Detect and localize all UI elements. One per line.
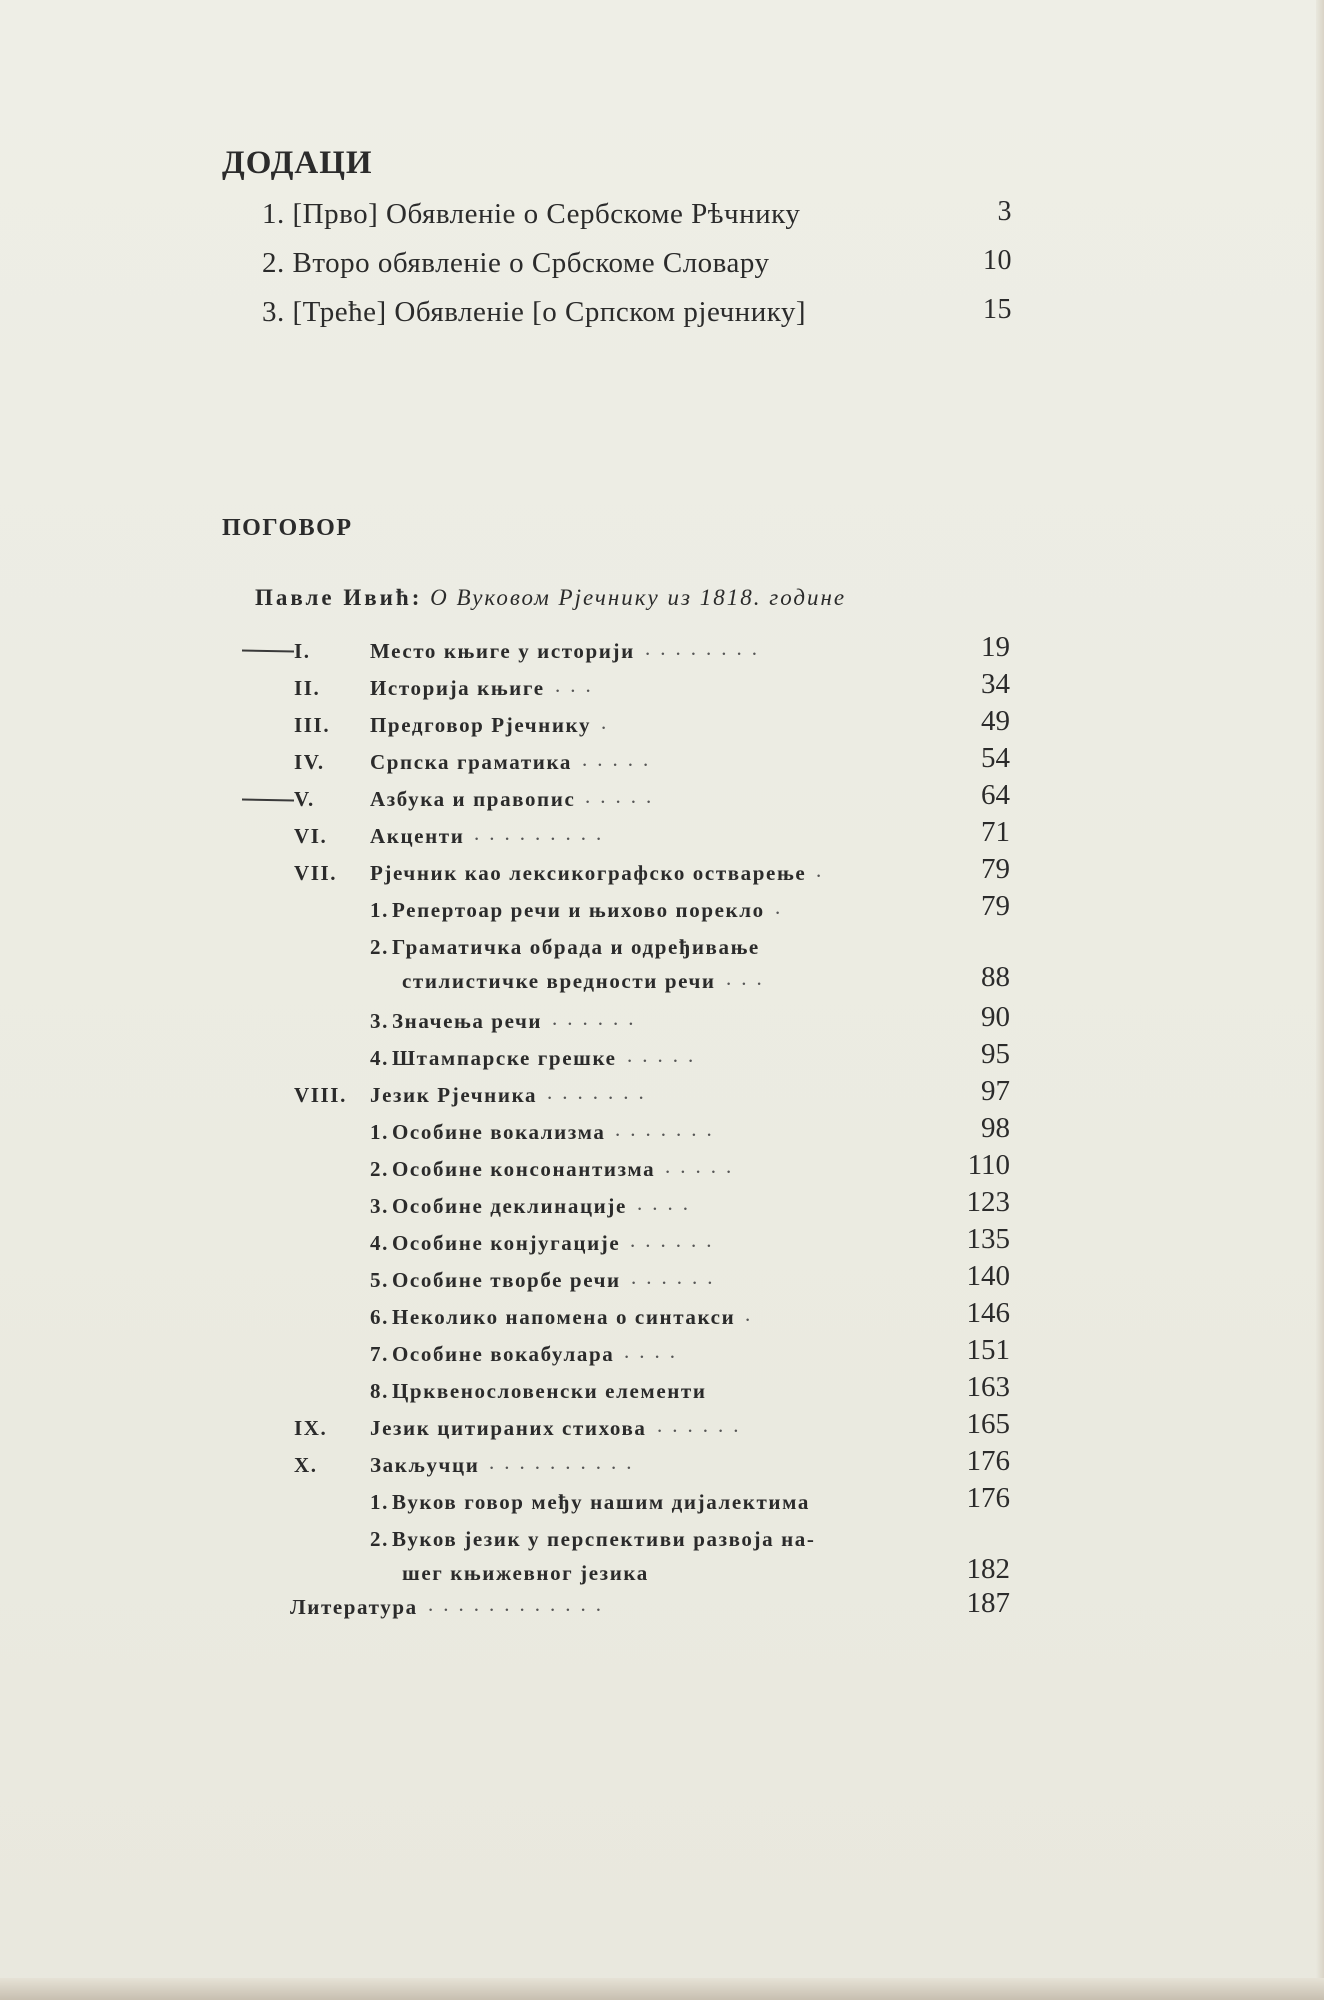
toc-entry-title: Црквенословенски елементи <box>392 1379 707 1403</box>
toc-entry[interactable] <box>240 741 1010 778</box>
toc-entry-title: Језик Рјечника <box>370 1083 538 1107</box>
page-edge <box>1316 0 1324 2000</box>
toc-entry-number: II. <box>294 676 321 700</box>
toc-entry[interactable] <box>240 1222 1010 1259</box>
toc-entry-title: Значења речи <box>392 1009 543 1033</box>
toc-entry-title: Историја књиге <box>370 676 545 700</box>
toc-entry-title: Предговор Рјечнику <box>370 713 592 737</box>
toc-leader-dots: ....... <box>547 1080 654 1104</box>
addenda-list <box>262 192 1012 339</box>
toc-entry-number: 1. <box>370 1120 389 1144</box>
toc-leader-dots: ...... <box>630 1228 722 1252</box>
toc-entry[interactable] <box>240 667 1010 704</box>
addenda-item-page: 10 <box>983 245 1012 276</box>
afterword-work-title: О Вуковом Рјечнику из 1818. године <box>430 585 847 610</box>
toc-entry[interactable] <box>240 1111 1010 1148</box>
addenda-item-title: 2. Второ обявленіе о Србскоме Словару <box>262 247 770 279</box>
toc-entry-number: 2. <box>370 935 389 959</box>
toc-entry-number: 7. <box>370 1342 389 1366</box>
afterword-toc <box>240 630 1010 1624</box>
toc-leader-dots: . <box>816 858 832 882</box>
toc-entry-title: Литература <box>290 1595 418 1619</box>
toc-entry-page: 88 <box>981 961 1010 993</box>
addenda-item[interactable] <box>262 241 1012 290</box>
toc-entry-title: Рјечник као лексикографско остварење <box>370 861 807 885</box>
toc-leader-dots: .......... <box>489 1450 642 1474</box>
toc-entry-page: 64 <box>981 779 1010 811</box>
toc-entry-title: Особине вокабулара <box>392 1342 615 1366</box>
toc-entry-number: 5. <box>370 1268 389 1292</box>
toc-entry[interactable] <box>240 852 1010 889</box>
toc-entry-page: 19 <box>981 631 1010 663</box>
toc-leader-dots: ...... <box>657 1413 749 1437</box>
toc-entry-page: 151 <box>966 1334 1010 1366</box>
toc-leader-dots: .... <box>624 1339 685 1363</box>
toc-entry-page: 176 <box>966 1445 1010 1477</box>
toc-entry-title: Вуков језик у перспективи развоја на- <box>392 1527 816 1551</box>
toc-leader-dots: .... <box>637 1191 698 1215</box>
toc-leader-dots: ..... <box>627 1043 704 1067</box>
toc-entry-page: 176 <box>966 1482 1010 1514</box>
toc-entry[interactable] <box>240 704 1010 741</box>
toc-entry[interactable] <box>240 889 1010 926</box>
toc-entry-page: 182 <box>966 1553 1010 1585</box>
toc-entry[interactable] <box>240 1259 1010 1296</box>
toc-entry-number: III. <box>294 713 331 737</box>
toc-entry-title: шег књижевног језика <box>402 1561 649 1585</box>
toc-entry-page: 123 <box>966 1186 1010 1218</box>
toc-entry[interactable] <box>240 1481 1010 1518</box>
toc-entry-title: Штампарске грешке <box>392 1046 617 1070</box>
toc-leader-dots: . <box>745 1302 761 1326</box>
toc-entry-number: X. <box>294 1453 318 1477</box>
toc-entry-page: 140 <box>966 1260 1010 1292</box>
afterword-byline <box>255 585 846 611</box>
toc-entry-title: Граматичка обрада и одређивање <box>392 935 760 959</box>
toc-entry[interactable] <box>240 1518 1010 1552</box>
toc-entry-title: Закључци <box>370 1453 480 1477</box>
toc-entry-number: V. <box>294 787 315 811</box>
toc-leader-dots: ............ <box>428 1592 611 1616</box>
toc-entry-page: 49 <box>981 705 1010 737</box>
toc-entry-page: 163 <box>966 1371 1010 1403</box>
toc-leader-dots: ..... <box>582 747 659 771</box>
toc-entry-title: Вуков говор међу нашим дијалектима <box>392 1490 810 1514</box>
toc-entry[interactable] <box>240 1444 1010 1481</box>
toc-entry-number: I. <box>294 639 311 663</box>
toc-entry-page: 187 <box>966 1587 1010 1619</box>
toc-leader-dots: ......... <box>474 821 612 845</box>
toc-entry[interactable] <box>240 1552 1010 1586</box>
addenda-heading: ДОДАЦИ <box>222 145 373 181</box>
toc-entry[interactable] <box>240 1296 1010 1333</box>
toc-entry[interactable] <box>240 1370 1010 1407</box>
addenda-item-page: 3 <box>997 196 1012 227</box>
toc-entry-title: Азбука и правопис <box>370 787 576 811</box>
toc-entry-number: 3. <box>370 1194 389 1218</box>
toc-entry-title: Језик цитираних стихова <box>370 1416 647 1440</box>
toc-leader-dots: ...... <box>552 1006 644 1030</box>
toc-entry-number: 6. <box>370 1305 389 1329</box>
toc-entry-page: 146 <box>966 1297 1010 1329</box>
toc-entry-title: Особине вокализма <box>392 1120 606 1144</box>
toc-entry[interactable] <box>240 1074 1010 1111</box>
toc-entry-title: Особине консонантизма <box>392 1157 656 1181</box>
toc-entry[interactable] <box>240 630 1010 667</box>
toc-entry[interactable] <box>240 1000 1010 1037</box>
toc-entry-title: Акценти <box>370 824 465 848</box>
toc-entry[interactable] <box>240 1407 1010 1444</box>
toc-entry-number: 4. <box>370 1231 389 1255</box>
toc-entry-number: 4. <box>370 1046 389 1070</box>
toc-leader-dots: . <box>775 895 791 919</box>
toc-entry-number: IX. <box>294 1416 328 1440</box>
toc-entry-number: 3. <box>370 1009 389 1033</box>
toc-entry-page: 34 <box>981 668 1010 700</box>
toc-entry-page: 165 <box>966 1408 1010 1440</box>
toc-leader-dots: ... <box>726 966 772 990</box>
toc-entry-number: 2. <box>370 1527 389 1551</box>
toc-leader-dots: ... <box>555 673 601 697</box>
toc-entry-title: Српска граматика <box>370 750 572 774</box>
toc-entry-number: IV. <box>294 750 325 774</box>
toc-entry-title: Особине деклинације <box>392 1194 627 1218</box>
addenda-item[interactable] <box>262 192 1012 241</box>
toc-entry-page: 110 <box>967 1149 1010 1181</box>
toc-entry-title: Место књиге у историји <box>370 639 635 663</box>
toc-entry[interactable] <box>240 1333 1010 1370</box>
toc-leader-dots: ....... <box>615 1117 722 1141</box>
toc-entry-title: Особине конјугације <box>392 1231 621 1255</box>
toc-entry-title: Репертоар речи и њихово порекло <box>392 898 765 922</box>
toc-leader-dots: ..... <box>665 1154 742 1178</box>
addenda-item[interactable] <box>262 290 1012 339</box>
toc-leader-dots: ...... <box>631 1265 723 1289</box>
toc-entry[interactable] <box>240 1185 1010 1222</box>
toc-entry-number: 1. <box>370 898 389 922</box>
afterword-heading: ПОГОВОР <box>222 515 353 541</box>
toc-entry-page: 97 <box>981 1075 1010 1107</box>
toc-entry-page: 79 <box>981 890 1010 922</box>
toc-entry-page: 79 <box>981 853 1010 885</box>
toc-leader-dots: . <box>601 710 617 734</box>
toc-entry[interactable] <box>240 926 1010 960</box>
toc-entry[interactable] <box>240 1586 1010 1624</box>
addenda-item-title: 1. [Прво] Обявленіе о Сербскоме Рѣчнику <box>262 198 801 230</box>
toc-entry-number: 1. <box>370 1490 389 1514</box>
toc-entry[interactable] <box>240 815 1010 852</box>
toc-entry[interactable] <box>240 1148 1010 1185</box>
toc-entry-number: 8. <box>370 1379 389 1403</box>
page-bottom-edge <box>0 1978 1324 2000</box>
toc-entry-page: 90 <box>981 1001 1010 1033</box>
toc-entry-page: 71 <box>981 816 1010 848</box>
toc-entry-title: Неколико напомена о синтакси <box>392 1305 736 1329</box>
addenda-item-page: 15 <box>983 294 1012 325</box>
toc-entry-page: 135 <box>966 1223 1010 1255</box>
toc-entry-page: 54 <box>981 742 1010 774</box>
toc-entry-title: Особине творбе речи <box>392 1268 621 1292</box>
toc-entry-number: VI. <box>294 824 328 848</box>
toc-entry[interactable] <box>240 960 1010 1000</box>
toc-entry-title: стилистичке вредности речи <box>402 969 716 993</box>
toc-entry-number: VIII. <box>294 1083 347 1107</box>
toc-entry-page: 95 <box>981 1038 1010 1070</box>
toc-entry-page: 98 <box>981 1112 1010 1144</box>
toc-leader-dots: ........ <box>645 636 767 660</box>
addenda-item-title: 3. [Треће] Обявленіе [о Српском рјечнику] <box>262 296 807 328</box>
toc-entry-number: VII. <box>294 861 338 885</box>
afterword-author: Павле Ивић: <box>255 585 423 610</box>
toc-leader-dots: ..... <box>585 784 662 808</box>
toc-entry[interactable] <box>240 778 1010 815</box>
toc-entry-number: 2. <box>370 1157 389 1181</box>
toc-entry[interactable] <box>240 1037 1010 1074</box>
